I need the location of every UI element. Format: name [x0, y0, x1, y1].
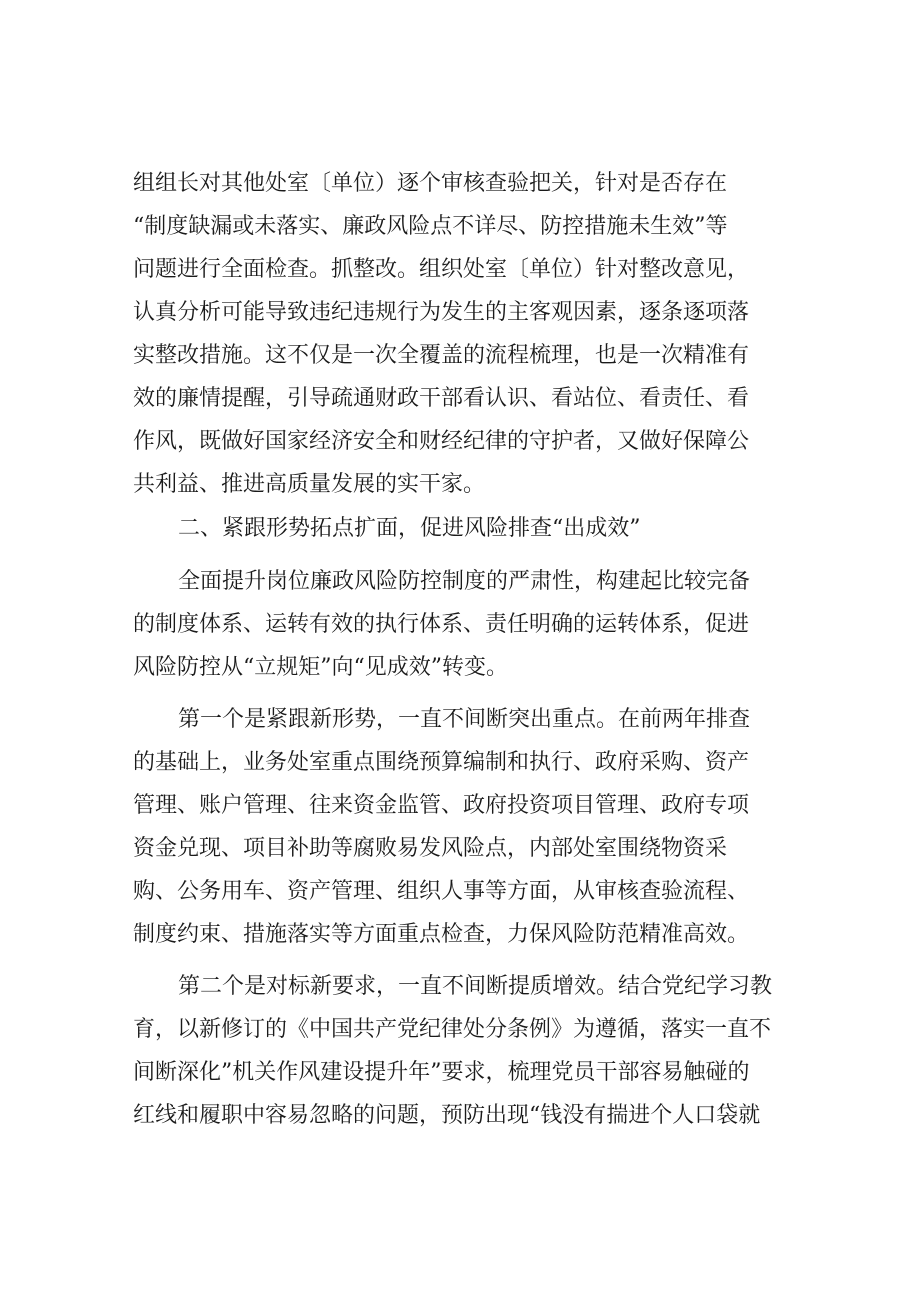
paragraph-line: 制度约束、措施落实等方面重点检查，力保风险防范精准高效。 [133, 922, 750, 947]
paragraph-line: 红线和履职中容易忽略的问题，预防出现“钱没有揣进个人口袋就 [133, 1103, 761, 1128]
paragraph-line: 的制度体系、运转有效的执行体系、责任明确的运转体系，促进 [133, 612, 750, 637]
paragraph-line: 风险防控从“立规矩”向“见成效”转变。 [133, 655, 508, 680]
paragraph-line: 问题进行全面检查。抓整改。组织处室〔单位）针对整改意见， [133, 257, 750, 282]
paragraph-line: 资金兑现、项目补助等腐败易发风险点，内部处室围绕物资采 [133, 836, 728, 861]
paragraph-line: 第一个是紧跟新形势，一直不间断突出重点。在前两年排查 [178, 707, 751, 732]
paragraph-line: 认真分析可能导致违纪违规行为发生的主客观因素，逐条逐项落 [133, 300, 750, 325]
paragraph-line: “制度缺漏或未落实、廉政风险点不详尽、防控措施未生效”等 [133, 214, 728, 239]
paragraph-line: 管理、账户管理、往来资金监管、政府投资项目管理、政府专项 [133, 793, 750, 818]
paragraph-line: 效的廉情提醒，引导疏通财政干部看认识、看站位、看责任、看 [133, 386, 750, 411]
paragraph-line: 的基础上，业务处室重点围绕预算编制和执行、政府采购、资产 [133, 750, 750, 775]
paragraph-line: 全面提升岗位廉政风险防控制度的严肃性，构建起比较完备 [178, 569, 751, 594]
paragraph-line: 育，以新修订的《中国共产党纪律处分条例》为遵循，落实一直不 [133, 1017, 772, 1042]
paragraph-line: 实整改措施。这不仅是一次全覆盖的流程梳理，也是一次精准有 [133, 343, 750, 368]
paragraph-line: 购、公务用车、资产管理、组织人事等方面，从审核查验流程、 [133, 879, 750, 904]
paragraph-line: 共利益、推进高质量发展的实干家。 [133, 472, 486, 497]
paragraph-line: 第二个是对标新要求，一直不间断提质增效。结合党纪学习教 [178, 974, 773, 999]
paragraph-line: 间断深化”机关作风建设提升年”要求，梳理党员干部容易触碰的 [133, 1060, 750, 1085]
section-heading: 二、紧跟形势拓点扩面，促进风险排查“出成效” [178, 516, 641, 541]
paragraph-line: 组组长对其他处室〔单位）逐个审核查验把关，针对是否存在 [133, 171, 728, 196]
paragraph-line: 作风，既做好国家经济安全和财经纪律的守护者，又做好保障公 [133, 429, 750, 454]
